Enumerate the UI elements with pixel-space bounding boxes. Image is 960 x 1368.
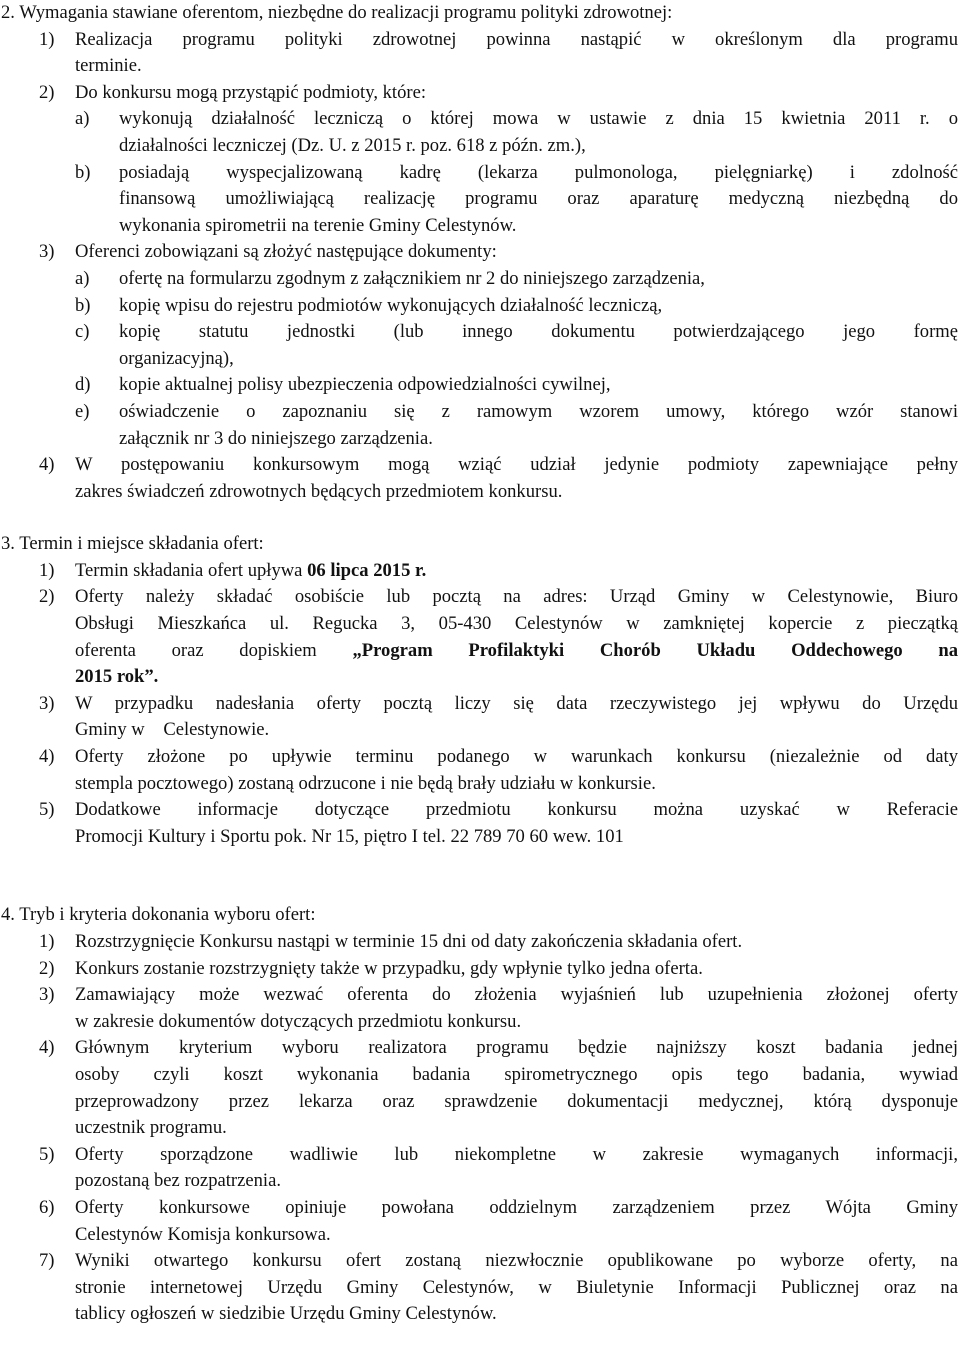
s2-item-4-cont: zakres świadczeń zdrowotnych będących przedmiotem konkursu. <box>75 480 563 502</box>
item-number: 1) <box>39 28 55 50</box>
letter: a) <box>75 267 90 289</box>
item-number: 3) <box>39 984 55 1006</box>
program-name-end: 2015 rok”. <box>75 666 159 688</box>
s4-item-7-cont-2: tablicy ogłoszeń w siedzibie Urzędu Gminy Celestynów. <box>75 1303 497 1325</box>
s4-item-7 <box>1 1248 958 1275</box>
s4-item-6-cont: Celestynów Komisja konkursowa. <box>75 1223 331 1245</box>
s2-item-3e <box>1 399 958 426</box>
s4-item-6 <box>1 1195 958 1222</box>
letter: c) <box>75 321 90 343</box>
item-text: W postępowaniu konkursowym mogą wziąć udział jedynie podmioty zapewniające pełny <box>75 454 958 476</box>
s2-item-1 <box>1 27 958 54</box>
section-2-heading: 2. Wymagania stawiane oferentom, niezbędne do realizacji programu polityki zdrowotnej: <box>1 2 673 23</box>
item-text: Termin składania ofert upływa <box>75 559 308 581</box>
s2-item-3 <box>1 239 958 266</box>
s3-item-5 <box>1 797 958 824</box>
s4-item-2 <box>1 956 958 983</box>
s2-item-2b <box>1 160 958 187</box>
item-text: kopię statutu jednostki (lub innego dokumentu potwierdzającego jego formę <box>119 321 958 343</box>
s4-item-4-cont-1: osoby czyli koszt wykonania badania spirometrycznego opis tego badania, wywiad <box>75 1063 958 1085</box>
item-number: 4) <box>39 454 55 476</box>
s2-item-2 <box>1 80 958 107</box>
item-text: Do konkursu mogą przystąpić podmioty, które: <box>75 81 426 103</box>
s4-item-4 <box>1 1035 958 1062</box>
s2-item-2b-cont-2: wykonania spirometrii na terenie Gminy Celestynów. <box>119 214 517 236</box>
spacer <box>1 505 958 531</box>
item-number: 2) <box>39 586 55 608</box>
s2-item-2a-cont: działalności leczniczej (Dz. U. z 2015 r. poz. 618 z późn. zm.), <box>119 134 586 156</box>
s4-item-5 <box>1 1142 958 1169</box>
s2-item-4 <box>1 452 958 479</box>
item-number: 3) <box>39 241 55 263</box>
letter: e) <box>75 400 90 422</box>
s4-item-4-cont-3: uczestnik programu. <box>75 1117 227 1139</box>
item-number: 5) <box>39 799 55 821</box>
s2-item-3c <box>1 319 958 346</box>
item-text: Rozstrzygnięcie Konkursu nastąpi w terminie 15 dni od daty zakończenia składania ofert. <box>75 931 743 952</box>
s2-item-3a <box>1 266 958 293</box>
item-number: 3) <box>39 692 55 714</box>
s3-item-2-cont-3 <box>1 664 958 691</box>
s4-item-5-cont: pozostaną bez rozpatrzenia. <box>75 1170 281 1192</box>
s2-item-3b <box>1 293 958 320</box>
s3-item-4 <box>1 744 958 771</box>
item-text: Realizacja programu polityki zdrowotnej powinna nastąpić w określonym dla programu <box>75 28 958 50</box>
letter: b) <box>75 161 91 183</box>
s2-item-2a <box>1 106 958 133</box>
item-number: 7) <box>39 1250 55 1272</box>
s3-item-2-cont-2 <box>1 638 958 665</box>
program-name: „Program Profilaktyki Chorób Układu Oddechowego na <box>352 639 959 661</box>
item-text: posiadają wyspecjalizowaną kadrę (lekarza pulmonologa, pielęgniarkę) i zdolność <box>119 161 958 183</box>
s2-item-1-cont: terminie. <box>75 55 142 77</box>
item-text: Oferty konkursowe opiniuje powołana oddzielnym zarządzeniem przez Wójta Gminy <box>75 1196 958 1218</box>
item-number: 1) <box>39 931 55 952</box>
item-text: kopie aktualnej polisy ubezpieczenia odpowiedzialności cywilnej, <box>119 374 611 396</box>
item-text: Głównym kryterium wyboru realizatora programu będzie najniższy koszt badania jednej <box>75 1037 958 1059</box>
item-text: Dodatkowe informacje dotyczące przedmiotu konkursu można uzyskać w Referacie <box>75 799 958 821</box>
item-number: 6) <box>39 1196 55 1218</box>
item-text: kopię wpisu do rejestru podmiotów wykonujących działalność leczniczą, <box>119 294 663 316</box>
s2-item-3c-cont: organizacyjną), <box>119 347 234 369</box>
item-text: Zamawiający może wezwać oferenta do złożenia wyjaśnień lub uzupełnienia złożonej oferty <box>75 984 958 1006</box>
item-text: Wyniki otwartego konkursu ofert zostaną niezwłocznie opublikowane po wyborze oferty, na <box>75 1250 958 1272</box>
s4-item-1 <box>1 929 958 956</box>
item-text: Oferenci zobowiązani są złożyć następujące dokumenty: <box>75 241 497 263</box>
s3-item-2-cont-1: Obsługi Mieszkańca ul. Regucka 3, 05-430 Celestynów w zamkniętej kopercie z pieczątką <box>75 613 958 635</box>
item-text: wykonują działalność leczniczą o której mowa w ustawie z dnia 15 kwietnia 2011 r. o <box>119 108 958 130</box>
section-4-heading: 4. Tryb i kryteria dokonania wyboru ofert: <box>1 904 316 926</box>
item-text: Konkurs zostanie rozstrzygnięty także w przypadku, gdy wpłynie tylko jedna oferta. <box>75 957 703 979</box>
s3-item-5-cont: Promocji Kultury i Sportu pok. Nr 15, piętro I tel. 22 789 70 60 wew. 101 <box>75 825 624 847</box>
s4-item-3 <box>1 982 958 1009</box>
item-number: 4) <box>39 1037 55 1059</box>
item-number: 2) <box>39 957 55 979</box>
item-text: Oferty sporządzone wadliwie lub niekompletne w zakresie wymaganych informacji, <box>75 1143 958 1165</box>
s3-item-4-cont: stempla pocztowego) zostaną odrzucone i nie będą brały udziału w konkursie. <box>75 772 656 794</box>
item-number: 5) <box>39 1143 55 1165</box>
s4-item-7-cont-1: stronie internetowej Urzędu Gminy Celestynów, w Biuletynie Informacji Publicznej oraz na <box>75 1276 958 1298</box>
s2-item-3d <box>1 372 958 399</box>
s3-item-2 <box>1 584 958 611</box>
s3-item-3 <box>1 691 958 718</box>
spacer <box>1 850 958 902</box>
s2-item-2b-cont-1: finansową umożliwiającą realizację programu oraz aparaturę medyczną niezbędną do <box>119 188 958 210</box>
deadline-date: 06 lipca 2015 r. <box>307 559 427 581</box>
letter: a) <box>75 108 90 130</box>
s3-item-1 <box>1 558 958 585</box>
item-text: oferenta oraz dopiskiem <box>75 639 353 661</box>
letter: b) <box>75 294 91 316</box>
item-text: ofertę na formularzu zgodnym z załącznikiem nr 2 do niniejszego zarządzenia, <box>119 267 705 289</box>
s2-item-3e-cont: załącznik nr 3 do niniejszego zarządzenia. <box>119 427 433 449</box>
s3-item-3-cont: Gminy w Celestynowie. <box>75 719 270 741</box>
item-number: 4) <box>39 746 55 768</box>
item-text: Oferty złożone po upływie terminu podanego w warunkach konkursu (niezależnie od daty <box>75 746 958 768</box>
item-number: 1) <box>39 559 55 581</box>
item-text: oświadczenie o zapoznaniu się z ramowym wzorem umowy, którego wzór stanowi <box>119 400 958 422</box>
item-text: Oferty należy składać osobiście lub pocztą na adres: Urząd Gminy w Celestynowie, Biuro <box>75 586 958 608</box>
item-number: 2) <box>39 81 55 103</box>
letter: d) <box>75 374 91 396</box>
s4-item-3-cont: w zakresie dokumentów dotyczących przedmiotu konkursu. <box>75 1010 522 1032</box>
s4-item-4-cont-2: przeprowadzony przez lekarza oraz sprawdzenie dokumentacji medycznej, którą dysponuje <box>75 1090 958 1112</box>
item-text: W przypadku nadesłania oferty pocztą liczy się data rzeczywistego jej wpływu do Urzędu <box>75 692 958 714</box>
section-3-heading: 3. Termin i miejsce składania ofert: <box>1 533 264 555</box>
